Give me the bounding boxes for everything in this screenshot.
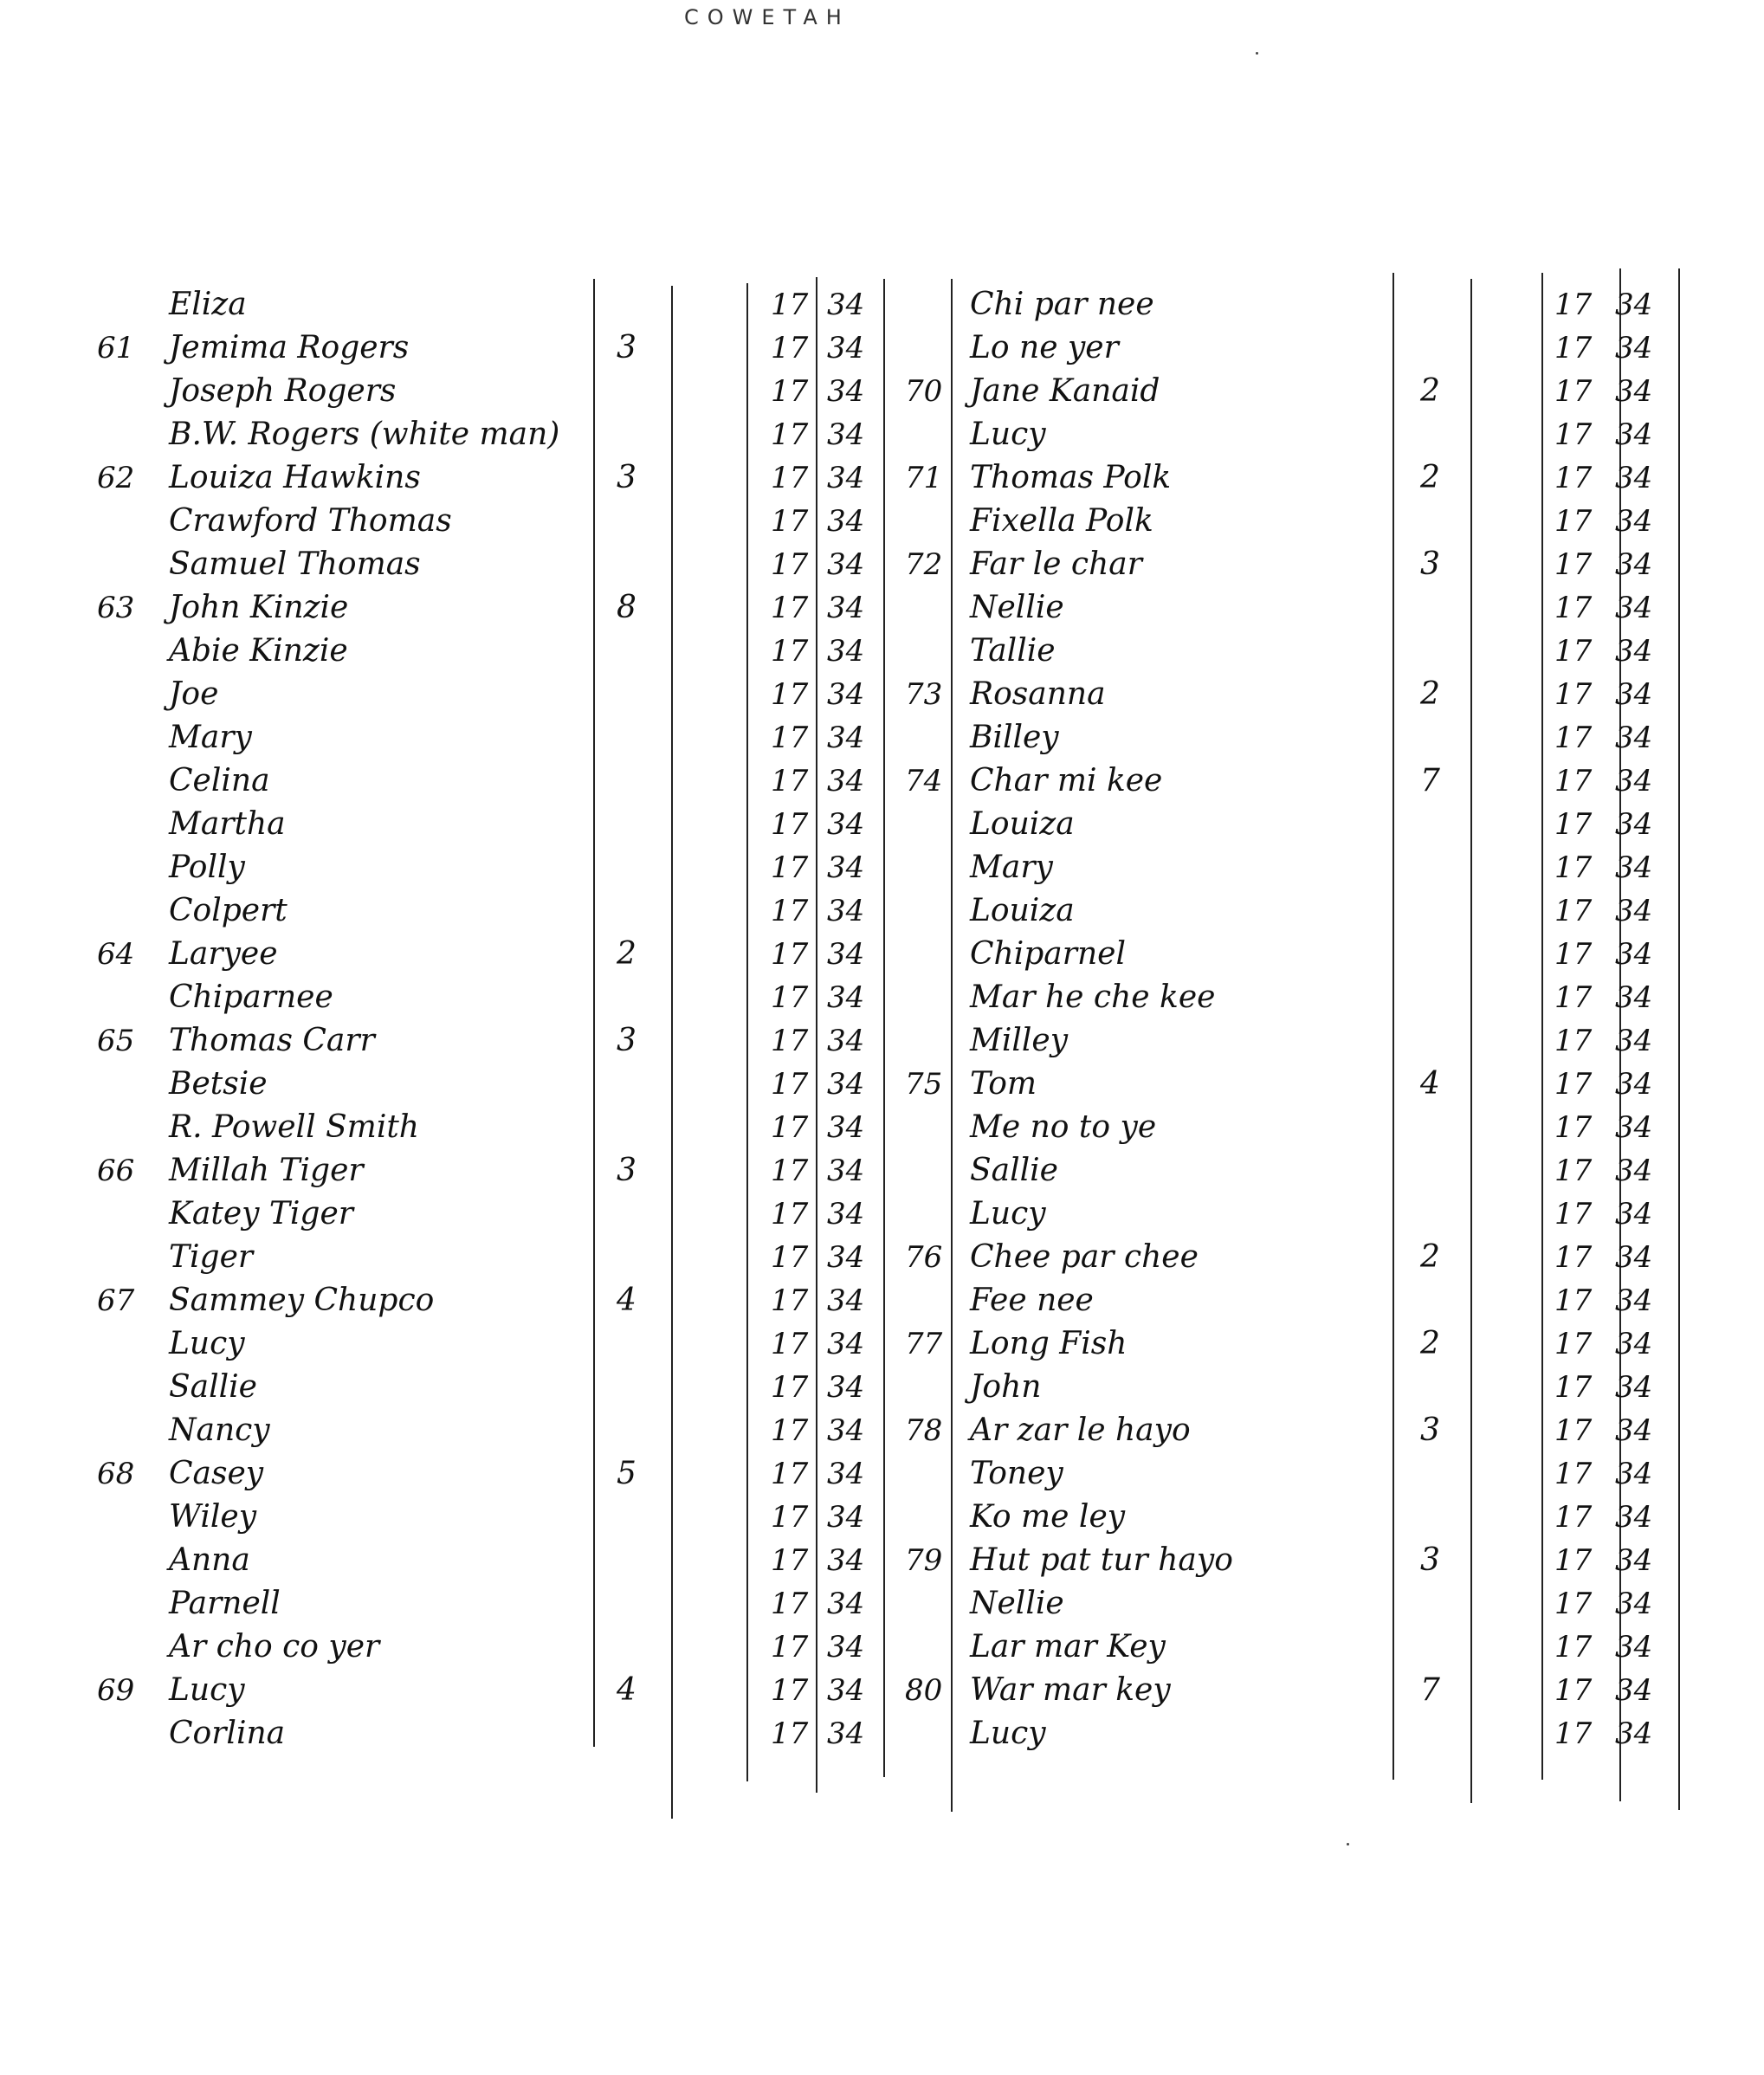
- value-b: 34: [1615, 1110, 1653, 1145]
- person-name: Sallie: [970, 1153, 1058, 1188]
- value-b: 34: [1615, 894, 1653, 928]
- value-b: 34: [827, 374, 865, 409]
- family-count: 3: [1420, 1412, 1440, 1448]
- value-b: 34: [827, 937, 865, 972]
- person-name: Laryee: [169, 936, 278, 972]
- row-number: 67: [97, 1283, 135, 1318]
- person-name: Joe: [169, 676, 219, 712]
- value-a: 17: [1554, 807, 1593, 842]
- family-count: 2: [1420, 676, 1440, 712]
- value-a: 17: [771, 1327, 809, 1361]
- person-name: Fee nee: [970, 1283, 1094, 1318]
- value-a: 17: [771, 1543, 809, 1578]
- family-count: 3: [617, 1153, 636, 1188]
- person-name: Toney: [970, 1456, 1063, 1491]
- row-number: 76: [905, 1240, 943, 1275]
- person-name: Celina: [169, 763, 270, 798]
- value-a: 17: [771, 807, 809, 842]
- value-a: 17: [1554, 1240, 1593, 1275]
- value-b: 34: [1615, 764, 1653, 798]
- value-b: 34: [1615, 417, 1653, 452]
- value-a: 17: [771, 894, 809, 928]
- value-a: 17: [1554, 331, 1593, 365]
- value-a: 17: [1554, 937, 1593, 972]
- value-a: 17: [771, 1500, 809, 1535]
- value-a: 17: [1554, 764, 1593, 798]
- person-name: Nellie: [970, 1586, 1064, 1621]
- person-name: Chee par chee: [970, 1239, 1199, 1275]
- value-b: 34: [1615, 1630, 1653, 1665]
- family-count: 7: [1420, 763, 1440, 798]
- person-name: Tom: [970, 1066, 1037, 1102]
- person-name: B.W. Rogers (white man): [169, 417, 560, 452]
- person-name: John Kinzie: [169, 590, 349, 625]
- value-b: 34: [1615, 1154, 1653, 1188]
- value-a: 17: [1554, 677, 1593, 712]
- person-name: Lucy: [169, 1672, 245, 1708]
- person-name: Jemima Rogers: [169, 330, 410, 365]
- family-count: 3: [617, 460, 636, 495]
- person-name: Joseph Rogers: [169, 373, 397, 409]
- value-a: 17: [1554, 1543, 1593, 1578]
- value-b: 34: [1615, 677, 1653, 712]
- value-a: 17: [771, 1413, 809, 1448]
- person-name: Sallie: [169, 1369, 257, 1405]
- person-name: Martha: [169, 806, 286, 842]
- column-rule: [1678, 268, 1680, 1810]
- value-b: 34: [827, 1630, 865, 1665]
- value-b: 34: [1615, 1413, 1653, 1448]
- value-a: 17: [771, 1154, 809, 1188]
- page-header: COWETAH: [684, 5, 850, 29]
- row-number: 79: [905, 1543, 943, 1578]
- value-b: 34: [827, 1457, 865, 1491]
- person-name: Fixella Polk: [970, 503, 1153, 539]
- value-a: 17: [1554, 504, 1593, 539]
- family-count: 2: [617, 936, 636, 972]
- value-b: 34: [1615, 1370, 1653, 1405]
- value-b: 34: [1615, 1240, 1653, 1275]
- value-b: 34: [1615, 1543, 1653, 1578]
- value-a: 17: [1554, 634, 1593, 669]
- value-b: 34: [1615, 937, 1653, 972]
- value-b: 34: [827, 504, 865, 539]
- column-rule: [671, 286, 673, 1819]
- family-count: 2: [1420, 1239, 1440, 1275]
- person-name: Thomas Polk: [970, 460, 1172, 495]
- value-a: 17: [1554, 894, 1593, 928]
- person-name: Ko me ley: [970, 1499, 1126, 1535]
- row-number: 73: [905, 677, 943, 712]
- person-name: Nancy: [169, 1412, 270, 1448]
- person-name: Milley: [970, 1023, 1069, 1058]
- person-name: Samuel Thomas: [169, 546, 421, 582]
- value-a: 17: [771, 1630, 809, 1665]
- family-count: 2: [1420, 1326, 1440, 1361]
- person-name: Me no to ye: [970, 1109, 1157, 1145]
- stray-mark: [1256, 52, 1258, 55]
- person-name: Billey: [970, 720, 1059, 755]
- value-a: 17: [771, 1370, 809, 1405]
- row-number: 77: [905, 1327, 943, 1361]
- value-a: 17: [771, 1024, 809, 1058]
- person-name: Tiger: [169, 1239, 254, 1275]
- value-a: 17: [771, 850, 809, 885]
- value-b: 34: [1615, 461, 1653, 495]
- value-a: 17: [1554, 1370, 1593, 1405]
- row-number: 61: [97, 331, 135, 365]
- person-name: Parnell: [169, 1586, 281, 1621]
- value-b: 34: [1615, 980, 1653, 1015]
- family-count: 5: [617, 1456, 636, 1491]
- value-b: 34: [827, 721, 865, 755]
- value-b: 34: [827, 1413, 865, 1448]
- value-a: 17: [1554, 1500, 1593, 1535]
- person-name: Corlina: [169, 1716, 286, 1751]
- column-rule: [951, 279, 953, 1812]
- person-name: Far le char: [970, 546, 1142, 582]
- person-name: Polly: [169, 850, 245, 885]
- value-a: 17: [771, 634, 809, 669]
- person-name: Colpert: [169, 893, 288, 928]
- person-name: Ar zar le hayo: [970, 1412, 1191, 1448]
- person-name: Lucy: [169, 1326, 245, 1361]
- value-b: 34: [827, 461, 865, 495]
- person-name: Char mi kee: [970, 763, 1163, 798]
- value-a: 17: [771, 591, 809, 625]
- value-a: 17: [771, 1197, 809, 1231]
- value-a: 17: [771, 331, 809, 365]
- value-b: 34: [1615, 807, 1653, 842]
- value-b: 34: [827, 1370, 865, 1405]
- value-b: 34: [827, 1327, 865, 1361]
- person-name: Long Fish: [970, 1326, 1128, 1361]
- value-b: 34: [1615, 591, 1653, 625]
- family-count: 3: [1420, 1542, 1440, 1578]
- value-b: 34: [827, 1024, 865, 1058]
- value-a: 17: [1554, 721, 1593, 755]
- person-name: John: [970, 1369, 1042, 1405]
- person-name: Thomas Carr: [169, 1023, 375, 1058]
- value-a: 17: [771, 764, 809, 798]
- value-a: 17: [1554, 1283, 1593, 1318]
- value-b: 34: [1615, 331, 1653, 365]
- person-name: Hut pat tur hayo: [970, 1542, 1233, 1578]
- value-b: 34: [1615, 374, 1653, 409]
- value-b: 34: [827, 1716, 865, 1751]
- person-name: Lar mar Key: [970, 1629, 1166, 1665]
- person-name: Lucy: [970, 417, 1046, 452]
- value-b: 34: [1615, 1457, 1653, 1491]
- value-b: 34: [827, 1197, 865, 1231]
- value-a: 17: [771, 1283, 809, 1318]
- value-b: 34: [1615, 721, 1653, 755]
- value-a: 17: [771, 1240, 809, 1275]
- value-a: 17: [1554, 461, 1593, 495]
- person-name: Tallie: [970, 633, 1056, 669]
- column-rule: [1541, 273, 1543, 1780]
- value-b: 34: [1615, 504, 1653, 539]
- family-count: 4: [617, 1672, 636, 1708]
- value-b: 34: [827, 894, 865, 928]
- column-rule: [1392, 273, 1394, 1780]
- value-a: 17: [1554, 980, 1593, 1015]
- value-b: 34: [1615, 850, 1653, 885]
- person-name: Jane Kanaid: [970, 373, 1160, 409]
- person-name: Wiley: [169, 1499, 257, 1535]
- person-name: Betsie: [169, 1066, 268, 1102]
- value-a: 17: [771, 504, 809, 539]
- value-a: 17: [771, 374, 809, 409]
- value-b: 34: [827, 1067, 865, 1102]
- row-number: 63: [97, 591, 135, 625]
- person-name: Abie Kinzie: [169, 633, 348, 669]
- value-a: 17: [1554, 1154, 1593, 1188]
- person-name: Sammey Chupco: [169, 1283, 435, 1318]
- value-a: 17: [1554, 1067, 1593, 1102]
- value-a: 17: [1554, 288, 1593, 322]
- value-a: 17: [771, 1587, 809, 1621]
- row-number: 66: [97, 1154, 135, 1188]
- column-rule: [593, 279, 595, 1747]
- value-a: 17: [1554, 850, 1593, 885]
- value-b: 34: [1615, 1673, 1653, 1708]
- value-a: 17: [771, 1673, 809, 1708]
- column-rule: [816, 277, 817, 1793]
- value-a: 17: [771, 1457, 809, 1491]
- value-a: 17: [1554, 1587, 1593, 1621]
- value-b: 34: [827, 288, 865, 322]
- value-a: 17: [771, 721, 809, 755]
- stray-mark: [1347, 1843, 1349, 1846]
- row-number: 74: [905, 764, 943, 798]
- person-name: Mar he che kee: [970, 979, 1216, 1015]
- value-a: 17: [1554, 591, 1593, 625]
- person-name: Chi par nee: [970, 287, 1154, 322]
- value-b: 34: [827, 1500, 865, 1535]
- person-name: Nellie: [970, 590, 1064, 625]
- value-b: 34: [827, 1543, 865, 1578]
- person-name: Mary: [970, 850, 1053, 885]
- value-a: 17: [1554, 1630, 1593, 1665]
- person-name: Anna: [169, 1542, 250, 1578]
- value-b: 34: [1615, 1500, 1653, 1535]
- value-a: 17: [771, 1067, 809, 1102]
- value-b: 34: [1615, 1197, 1653, 1231]
- value-a: 17: [1554, 1327, 1593, 1361]
- person-name: Millah Tiger: [169, 1153, 364, 1188]
- value-b: 34: [827, 591, 865, 625]
- person-name: Mary: [169, 720, 252, 755]
- value-a: 17: [1554, 374, 1593, 409]
- person-name: War mar key: [970, 1672, 1171, 1708]
- value-a: 17: [771, 288, 809, 322]
- value-b: 34: [1615, 1283, 1653, 1318]
- value-b: 34: [1615, 547, 1653, 582]
- person-name: Chiparnee: [169, 979, 333, 1015]
- value-a: 17: [771, 1716, 809, 1751]
- value-b: 34: [827, 1110, 865, 1145]
- value-b: 34: [1615, 1067, 1653, 1102]
- value-a: 17: [1554, 1457, 1593, 1491]
- row-number: 70: [905, 374, 943, 409]
- value-b: 34: [827, 764, 865, 798]
- value-b: 34: [827, 1673, 865, 1708]
- row-number: 68: [97, 1457, 135, 1491]
- person-name: Ar cho co yer: [169, 1629, 380, 1665]
- value-b: 34: [827, 677, 865, 712]
- family-count: 3: [1420, 546, 1440, 582]
- value-a: 17: [1554, 547, 1593, 582]
- person-name: Louiza: [970, 806, 1075, 842]
- row-number: 78: [905, 1413, 943, 1448]
- row-number: 75: [905, 1067, 943, 1102]
- row-number: 62: [97, 461, 135, 495]
- value-b: 34: [1615, 1024, 1653, 1058]
- value-a: 17: [1554, 417, 1593, 452]
- row-number: 69: [97, 1673, 135, 1708]
- value-a: 17: [771, 937, 809, 972]
- value-b: 34: [827, 807, 865, 842]
- family-count: 7: [1420, 1672, 1440, 1708]
- value-b: 34: [1615, 288, 1653, 322]
- column-rule: [746, 283, 748, 1781]
- value-a: 17: [1554, 1197, 1593, 1231]
- value-b: 34: [827, 1587, 865, 1621]
- person-name: Chiparnel: [970, 936, 1126, 972]
- value-a: 17: [771, 461, 809, 495]
- value-a: 17: [771, 980, 809, 1015]
- column-rule: [883, 279, 885, 1777]
- person-name: Louiza Hawkins: [169, 460, 421, 495]
- person-name: Lucy: [970, 1716, 1046, 1751]
- value-b: 34: [1615, 1587, 1653, 1621]
- value-b: 34: [1615, 1327, 1653, 1361]
- person-name: R. Powell Smith: [169, 1109, 419, 1145]
- value-b: 34: [827, 634, 865, 669]
- family-count: 4: [1420, 1066, 1440, 1102]
- row-number: 72: [905, 547, 943, 582]
- value-b: 34: [1615, 1716, 1653, 1751]
- family-count: 2: [1420, 373, 1440, 409]
- family-count: 8: [617, 590, 636, 625]
- value-a: 17: [771, 1110, 809, 1145]
- family-count: 3: [617, 1023, 636, 1058]
- person-name: Casey: [169, 1456, 264, 1491]
- value-a: 17: [1554, 1024, 1593, 1058]
- value-b: 34: [827, 980, 865, 1015]
- family-count: 4: [617, 1283, 636, 1318]
- person-name: Crawford Thomas: [169, 503, 452, 539]
- value-a: 17: [1554, 1413, 1593, 1448]
- value-b: 34: [827, 1283, 865, 1318]
- value-b: 34: [827, 417, 865, 452]
- value-a: 17: [1554, 1110, 1593, 1145]
- family-count: 3: [617, 330, 636, 365]
- value-a: 17: [1554, 1673, 1593, 1708]
- row-number: 80: [905, 1673, 943, 1708]
- person-name: Lucy: [970, 1196, 1046, 1231]
- value-a: 17: [1554, 1716, 1593, 1751]
- value-b: 34: [1615, 634, 1653, 669]
- value-b: 34: [827, 850, 865, 885]
- person-name: Katey Tiger: [169, 1196, 353, 1231]
- value-b: 34: [827, 1154, 865, 1188]
- value-a: 17: [771, 547, 809, 582]
- person-name: Rosanna: [970, 676, 1106, 712]
- value-a: 17: [771, 417, 809, 452]
- value-b: 34: [827, 1240, 865, 1275]
- row-number: 71: [905, 461, 943, 495]
- row-number: 65: [97, 1024, 135, 1058]
- row-number: 64: [97, 937, 135, 972]
- family-count: 2: [1420, 460, 1440, 495]
- column-rule: [1470, 279, 1472, 1803]
- value-b: 34: [827, 331, 865, 365]
- value-a: 17: [771, 677, 809, 712]
- person-name: Lo ne yer: [970, 330, 1119, 365]
- value-b: 34: [827, 547, 865, 582]
- person-name: Eliza: [169, 287, 247, 322]
- person-name: Louiza: [970, 893, 1075, 928]
